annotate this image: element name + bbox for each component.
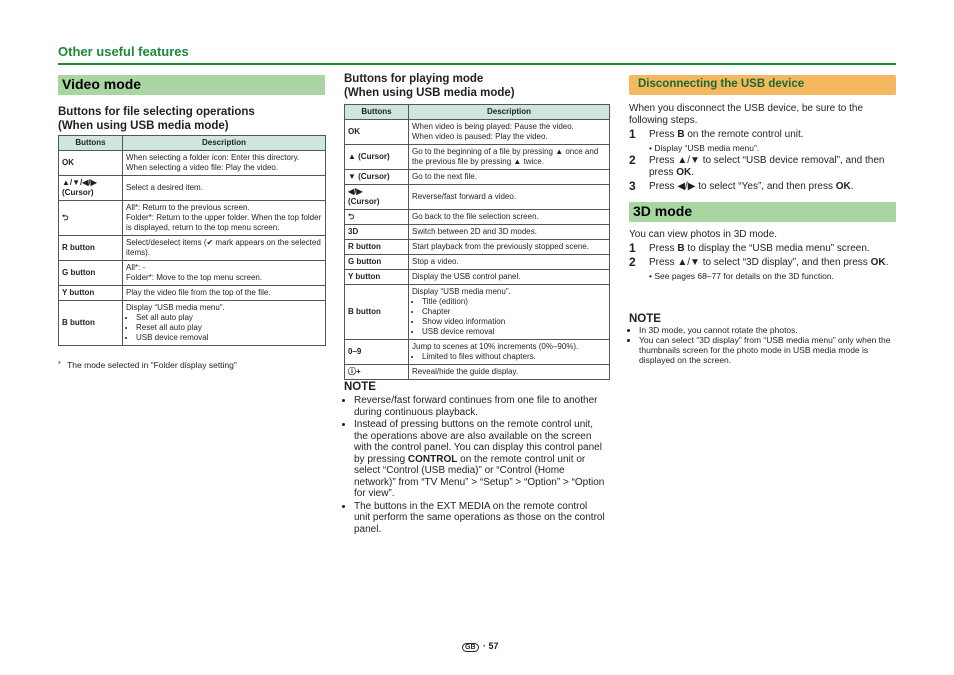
step-text: Press B on the remote control unit. [649, 129, 804, 140]
button-cell [59, 286, 123, 301]
note-item: • Instead of pressing buttons on the remote control unit, the operations above are also available on the screen with the control panel. You can display this control panel by pressing CONTROL on the remote control unit or select “Control (USB media)” or “Control (Home network)” from “TV Menu” > “Setup” > “Option” > “Option for view”. [354, 419, 606, 500]
table-row [59, 151, 326, 176]
col-header-buttons: Buttons [59, 136, 123, 151]
table-row [59, 236, 326, 261]
description-cell [409, 365, 610, 380]
button-cell [345, 285, 409, 340]
description-cell [123, 236, 326, 261]
step-text: Press ◀/▶ to select “Yes”, and then press OK. [649, 181, 854, 192]
description-line: Go to the beginning of a file by pressing ▲ once and the previous file by pressing ▲ twice. [412, 147, 599, 166]
description-line: All*: - [126, 263, 146, 272]
playing-note-title: NOTE [344, 381, 376, 393]
button-name-sub: (Cursor) [62, 188, 94, 197]
description-line: When selecting a video file: Play the video. [126, 163, 279, 172]
description-line: Switch between 2D and 3D modes. [412, 227, 537, 236]
step-number: 3 [629, 179, 636, 193]
button-name: R button [62, 243, 95, 252]
step-number: 2 [629, 153, 636, 167]
description-cell [123, 286, 326, 301]
usb-disconnect-heading: Disconnecting the USB device [629, 75, 896, 95]
button-name-sub: (Cursor) [348, 197, 380, 206]
description-line: Select/deselect items (✔ mark appears on the selected items). [126, 238, 321, 257]
description-cell [409, 240, 610, 255]
3d-note-title: NOTE [629, 313, 661, 325]
table-row [59, 176, 326, 201]
page-number: GB · 57 [462, 636, 498, 654]
description-line: Select a desired item. [126, 183, 203, 192]
button-name: B button [62, 318, 95, 327]
footnote: * The mode selected in “Folder display setting” [58, 360, 237, 370]
playing-notes [344, 395, 606, 536]
description-bullet: • Show video information [422, 317, 606, 327]
button-cell [345, 185, 409, 210]
step-text: Press ▲/▼ to select “3D display”, and then press OK. [649, 257, 889, 268]
description-cell [409, 340, 610, 365]
step-number: 1 [629, 241, 636, 255]
description-cell [123, 176, 326, 201]
description-cell [123, 201, 326, 236]
button-name: ◀/▶ [348, 187, 363, 196]
button-cell [345, 340, 409, 365]
step-item [629, 181, 896, 193]
step-subnote: • Display “USB media menu”. [649, 143, 760, 153]
description-bullet: • Reset all auto play [136, 323, 322, 333]
button-cell [59, 261, 123, 286]
button-cell [345, 210, 409, 225]
button-cell [345, 240, 409, 255]
header-rule [58, 63, 896, 65]
description-line: When video is paused: Play the video. [412, 132, 548, 141]
video-mode-heading: Video mode [58, 75, 325, 95]
button-cell [59, 236, 123, 261]
description-line: Display the USB control panel. [412, 272, 521, 281]
step-item [629, 155, 896, 179]
description-line: Display “USB media menu”. [412, 287, 511, 296]
3d-notes [629, 325, 893, 365]
3d-intro: You can view photos in 3D mode. [629, 229, 778, 240]
description-line: Jump to scenes at 10% increments (0%–90%). [412, 342, 579, 351]
table-row [345, 365, 610, 380]
description-cell [409, 185, 610, 210]
button-cell [345, 365, 409, 380]
col-header-description: Description [409, 105, 610, 120]
button-cell [345, 270, 409, 285]
description-line: When selecting a folder icon: Enter this directory. [126, 153, 300, 162]
button-name: R button [348, 242, 381, 251]
description-line: Display “USB media menu”. [126, 303, 225, 312]
description-bullet: • Title (edition) [422, 297, 606, 307]
button-name: G button [62, 268, 96, 277]
usb-steps [629, 129, 896, 195]
step-item [629, 129, 896, 141]
video-mode-subtitle: Buttons for file selecting operations (When using USB media mode) [58, 106, 255, 132]
button-name: ▲/▼/◀/▶ [62, 178, 97, 187]
description-cell [409, 225, 610, 240]
description-cell [409, 255, 610, 270]
description-line: Play the video file from the top of the file. [126, 288, 271, 297]
description-cell [123, 261, 326, 286]
button-cell [345, 170, 409, 185]
button-name: ▲ (Cursor) [348, 152, 390, 161]
description-cell [409, 120, 610, 145]
button-cell [59, 151, 123, 176]
description-cell [409, 145, 610, 170]
button-cell [345, 225, 409, 240]
description-line: Reveal/hide the guide display. [412, 367, 519, 376]
description-bullet: • USB device removal [422, 327, 606, 337]
step-item [629, 243, 896, 255]
description-bullet: • Limited to files without chapters. [422, 352, 606, 362]
description-line: Stop a video. [412, 257, 459, 266]
button-name: ⮌ [62, 213, 69, 222]
button-name: 3D [348, 227, 359, 236]
description-line: Start playback from the previously stopped scene. [412, 242, 589, 251]
table-row [59, 286, 326, 301]
description-bullet: • Set all auto play [136, 313, 322, 323]
button-cell [59, 201, 123, 236]
button-name: Y button [348, 272, 381, 281]
note-item: • In 3D mode, you cannot rotate the photos. [639, 325, 893, 335]
table-row [345, 120, 610, 145]
note-item: • You can select “3D display” from “USB media menu” only when the thumbnails screen for the photo mode in USB media mode is displayed on the screen. [639, 335, 893, 365]
description-line: Go back to the file selection screen. [412, 212, 539, 221]
step-item [629, 257, 896, 269]
step-subnote: • See pages 68–77 for details on the 3D function. [649, 271, 834, 281]
3d-steps [629, 243, 896, 283]
table-row [345, 225, 610, 240]
usb-intro: When you disconnect the USB device, be sure to the following steps. [629, 103, 864, 126]
playing-mode-subtitle: Buttons for playing mode (When using USB media mode) [344, 73, 515, 99]
step-number: 1 [629, 127, 636, 141]
description-line: All*: Return to the previous screen. [126, 203, 250, 212]
description-bullet: • USB device removal [136, 333, 322, 343]
button-name: ⓘ+ [348, 367, 361, 376]
button-cell [345, 145, 409, 170]
description-line: Folder*: Return to the upper folder. When the top folder is displayed, return to the top menu screen. [126, 213, 322, 232]
button-cell [59, 176, 123, 201]
table-row [345, 145, 610, 170]
description-line: Reverse/fast forward a video. [412, 192, 517, 201]
gb-badge-icon: GB [462, 643, 479, 652]
playing-table [344, 104, 610, 380]
button-cell [345, 120, 409, 145]
table-row [345, 170, 610, 185]
button-name: B button [348, 307, 381, 316]
description-cell [409, 170, 610, 185]
button-name: 0–9 [348, 347, 362, 356]
button-cell [345, 255, 409, 270]
note-item: • The buttons in the EXT MEDIA on the remote control unit perform the same operations as those on the control panel. [354, 501, 606, 536]
table-row [59, 261, 326, 286]
file-select-table [58, 135, 326, 346]
button-name: Y button [62, 288, 95, 297]
description-line: Go to the next file. [412, 172, 477, 181]
col-header-buttons: Buttons [345, 105, 409, 120]
file-select-table-wrap [58, 135, 326, 346]
description-cell [123, 301, 326, 346]
col-header-description: Description [123, 136, 326, 151]
button-cell [59, 301, 123, 346]
step-text: Press B to display the “USB media menu” screen. [649, 243, 870, 254]
description-line: Folder*: Move to the top menu screen. [126, 273, 263, 282]
playing-table-wrap [344, 104, 610, 380]
step-number: 2 [629, 255, 636, 269]
description-cell [409, 210, 610, 225]
description-cell [409, 270, 610, 285]
description-bullet: • Chapter [422, 307, 606, 317]
description-line: When video is being played: Pause the video. [412, 122, 574, 131]
table-row [345, 255, 610, 270]
step-text: Press ▲/▼ to select “USB device removal”, and then press OK. [649, 155, 885, 178]
table-row [345, 340, 610, 365]
table-row [345, 185, 610, 210]
description-cell [123, 151, 326, 176]
table-row [345, 210, 610, 225]
section-header: Other useful features [58, 44, 189, 59]
button-name: OK [348, 127, 360, 136]
table-row [59, 201, 326, 236]
note-item: • Reverse/fast forward continues from one file to another during continuous playback. [354, 395, 606, 418]
button-name: G button [348, 257, 382, 266]
button-name: ▼ (Cursor) [348, 172, 390, 181]
button-name: OK [62, 158, 74, 167]
table-row [345, 270, 610, 285]
table-row [345, 285, 610, 340]
description-cell [409, 285, 610, 340]
table-row [59, 301, 326, 346]
3d-mode-heading: 3D mode [629, 202, 896, 222]
table-row [345, 240, 610, 255]
button-name: ⮌ [348, 212, 355, 221]
